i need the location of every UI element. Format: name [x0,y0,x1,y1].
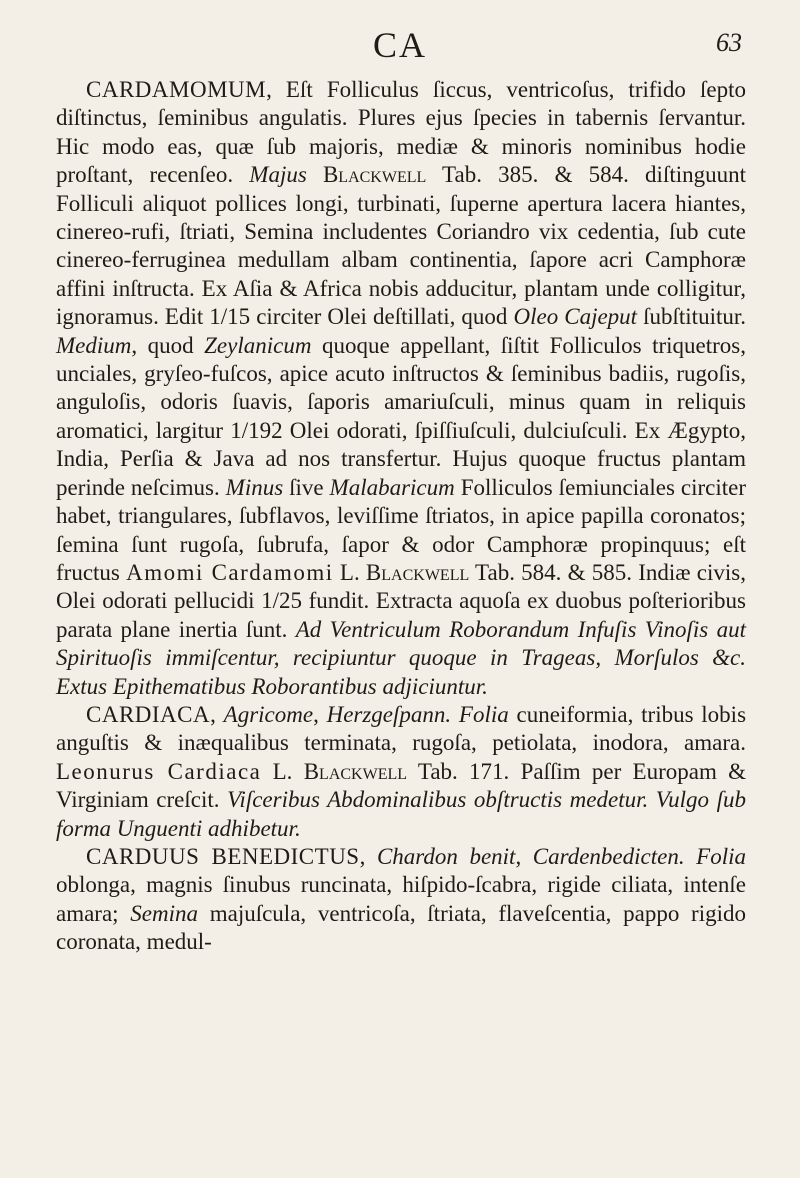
italic-text: Oleo Cajeput [513,304,638,330]
italic-text: Chardon benit [376,843,516,869]
author-reference: Blackwell [365,559,470,585]
entry-text: quoque appellant, ſiſtit Folliculos triquetros, unciales, gryſeo-fuſcos, apice acuto inſtructos & ſeminibus badiis, rugoſis, anguloſis, odoris ſuavis, ſaporis amariuſculi, minus quam in reliquis aromatici, largitur [56,332,746,443]
running-head [0,24,800,64]
entry-text: ſive [283,474,330,500]
botanical-name: Leonurus Cardiaca [56,758,262,784]
entry-text: , [515,843,533,869]
entry-text: ſubſtituitur. [637,304,746,330]
italic-text: Folia [696,843,747,869]
italic-text: Ad Ventriculum Roborandum Infuſis Vinoſis aut Spirituoſis immiſcentur, recipiuntur quoque in Trageas, Morſulos &c. Extus Epithematibus Roborantibus adjiciuntur. [56,616,746,699]
entry-text: , Eſt Folliculus ſiccus, ventricoſus, trifido ſepto diſtinctus, ſeminibus angulatis. Plures ejus ſpecies in tabernis ſervantur. Hic modo eas, quæ ſub majoris, mediæ & minoris nominibus hodie proſtant, recenſeo. [56,77,746,188]
entry-text: circiter Olei deſtillati, quod [250,304,514,330]
entry-text: Tab. 584. & 585. Indiæ civis, Olei odorati pellucidi [56,559,746,614]
italic-text: Zeylanicum [204,332,312,358]
entry-text: , [210,701,224,727]
entry-heading: CARDUUS BENEDICTUS [86,843,360,869]
italic-text: Semina [130,900,198,926]
italic-text: Medium [56,332,132,358]
entry-text: , quod [131,332,205,358]
italic-text: Malabaricum [329,474,455,500]
entry-text: , [359,843,377,869]
italic-text: Folia [458,701,509,727]
fraction: 1/25 [261,588,302,614]
entry-cardamomum [56,76,746,701]
entry-text: Tab. 171. Paſſim per Europam & Virginiam creſcit. [56,758,746,813]
body-text [56,76,746,957]
entry-text [307,162,323,187]
author-reference: Blackwell [322,162,427,188]
entry-text: oblonga, magnis ſinubus runcinata, hiſpido-ſcabra, rigide ciliata, intenſe amara; [56,872,746,926]
entry-text: cuneiformia, tribus lobis anguſtis & inæqualibus terminata, rugoſa, petiolata, inodora, amara. [56,701,747,756]
page-number: 63 [716,28,742,57]
entry-cardiaca [56,701,746,843]
botanical-name: Amomi Cardamomi [126,559,334,585]
entry-heading: CARDAMOMUM [86,77,267,102]
entry-carduus-benedictus [56,843,746,957]
entry-text: L. [261,758,304,784]
running-head-title: CA [372,25,427,65]
fraction: 1/192 [230,417,283,443]
italic-text: Cardenbedicten. [532,843,685,869]
entry-text: L. [333,559,366,585]
italic-text: Herzgeſpann. [326,701,452,727]
entry-text: , [313,701,327,727]
entry-text: Tab. 385. & 584. diſtinguunt Folliculi aliquot pollices longi, turbinati, ſuperne apertura lacera hiantes, cinereo-rufi, ſtriati, Semina includentes Coriandro vix cedentia, ſub cute cinereo-ferruginea medullam albam continentia, ſapore acri Camphoræ affini inſtructa. Ex Aſia & Africa nobis adducitur, plantam unde colligitur, ignoramus. Edit [56,162,747,330]
fraction: 1/15 [209,304,251,330]
author-reference: Blackwell [303,758,408,784]
italic-text: Minus [225,474,284,500]
entry-text [685,844,697,869]
entry-text: majuſcula, ventricoſa, ſtriata, flaveſcentia, pappo rigido coronata, medul- [56,900,746,955]
entry-text: fundit. Extracta aquoſa ex duobus poſterioribus parata plane inertia ſunt. [56,588,747,642]
entry-text: Folliculos ſemiunciales circiter habet, triangulares, ſubflavos, leviſſime ſtriatos, in apice papilla coronatos; ſemina ſunt rugoſa, ſubrufa, ſapor & odor Camphoræ propinquus; eſt fructus [56,474,746,585]
entry-text: Olei odorati, ſpiſſiuſculi, dulciuſculi. Ex Ægypto, India, Perſia & Java ad nos transfertur. Hujus quoque fructus plantam perinde neſcimus. [56,417,746,500]
italic-text: Viſceribus Abdominalibus obſtructis medetur. Vulgo ſub forma Unguenti adhibetur. [56,787,746,841]
entry-text [451,702,459,727]
italic-text: Agricome [223,701,314,727]
entry-heading: CARDIACA [86,701,211,727]
italic-text: Majus [249,162,307,188]
